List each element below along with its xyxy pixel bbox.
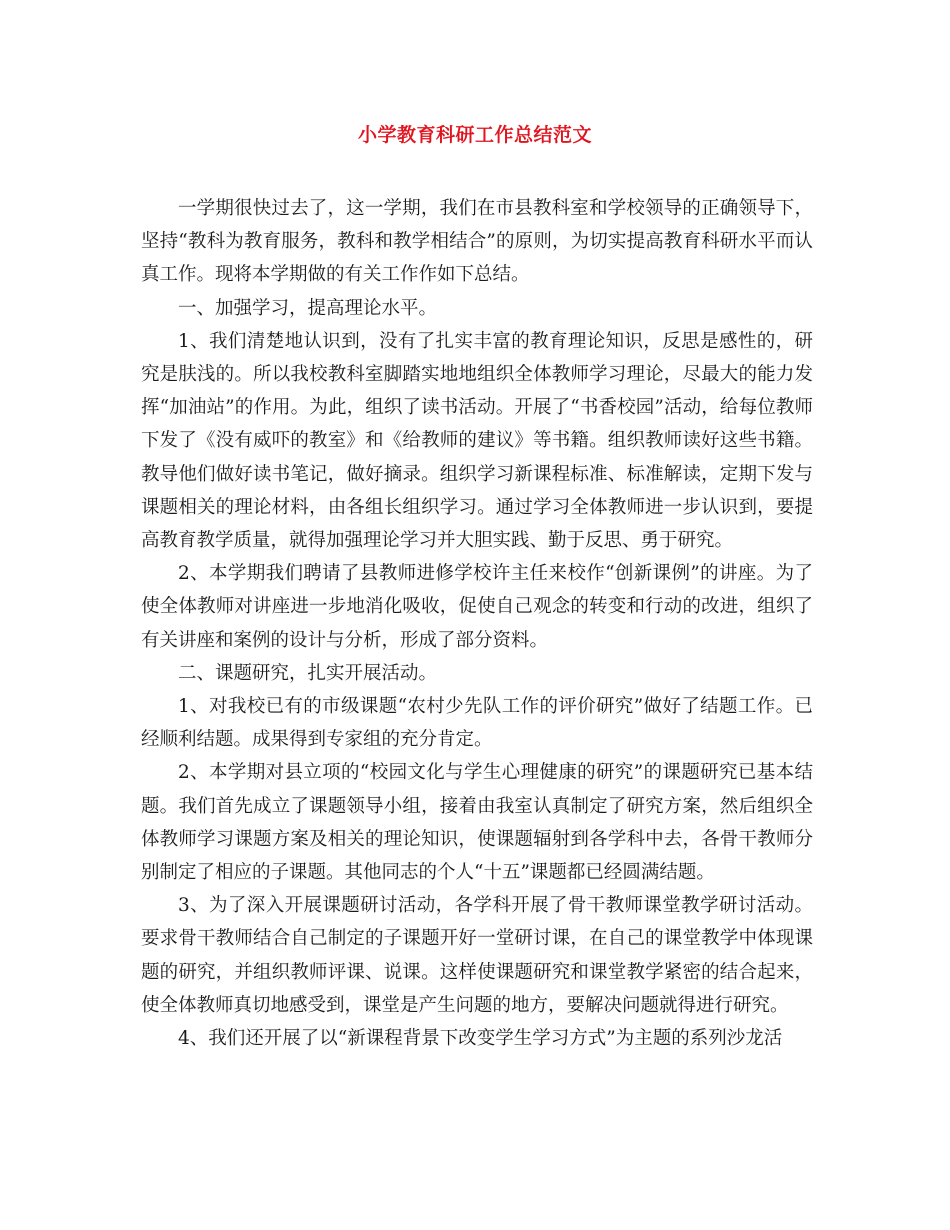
document-body [141, 192, 813, 1055]
document-title: 小学教育科研工作总结范文 [357, 124, 592, 146]
paragraph-2-2: 2、本学期对县立项的“校园文化与学生心理健康的研究”的课题研究已基本结题。我们首先成立了课题领导小组，接着由我室认真制定了研究方案，然后组织全体教师学习课题方案及相关的理论知识，使课题辐射到各学科中去，各骨干教师分别制定了相应的子课题。其他同志的个人“十五”课题都已经圆满结题。 [141, 762, 813, 884]
paragraph-intro: 一学期很快过去了，这一学期，我们在市县教科室和学校领导的正确领导下，坚持“教科为教育服务，教科和教学相结合”的原则，为切实提高教育科研水平而认真工作。现将本学期做的有关工作作如下总结。 [141, 198, 813, 286]
paragraph-2-3: 3、为了深入开展课题研讨活动，各学科开展了骨干教师课堂教学研讨活动。要求骨干教师结合自己制定的子课题开好一堂研讨课，在自己的课堂教学中体现课题的研究，并组织教师评课、说课。这样使课题研究和课堂教学紧密的结合起来，使全体教师真切地感受到，课堂是产生问题的地方，要解决问题就得进行研究。 [141, 895, 813, 1016]
paragraph-1-2: 2、本学期我们聘请了县教师进修学校许主任来校作“创新课例”的讲座。为了使全体教师对讲座进一步地消化吸收，促使自己观念的转变和行动的改进，组织了有关讲座和案例的设计与分析，形成了部分资料。 [141, 563, 813, 651]
paragraph-2-4: 4、我们还开展了以“新课程背景下改变学生学习方式”为主题的系列沙龙活 [178, 1028, 783, 1050]
section-heading-2: 二、课题研究，扎实开展活动。 [178, 662, 438, 684]
paragraph-2-1: 1、对我校已有的市级课题“农村少先队工作的评价研究”做好了结题工作。已经顺利结题。成果得到专家组的充分肯定。 [141, 696, 813, 751]
section-heading-1: 一、加强学习，提高理论水平。 [178, 297, 438, 319]
paragraph-1-1: 1、我们清楚地认识到，没有了扎实丰富的教育理论知识，反思是感性的，研究是肤浅的。所以我校教科室脚踏实地地组织全体教师学习理论，尽最大的能力发挥“加油站”的作用。为此，组织了读书活动。开展了“书香校园”活动，给每位教师下发了《没有威吓的教室》和《给教师的建议》等书籍。组织教师读好这些书籍。教导他们做好读书笔记，做好摘录。组织学习新课程标准、标准解读，定期下发与课题相关的理论材料，由各组长组织学习。通过学习全体教师进一步认识到，要提高教育教学质量，就得加强理论学习并大胆实践、勤于反思、勇于研究。 [141, 330, 813, 552]
